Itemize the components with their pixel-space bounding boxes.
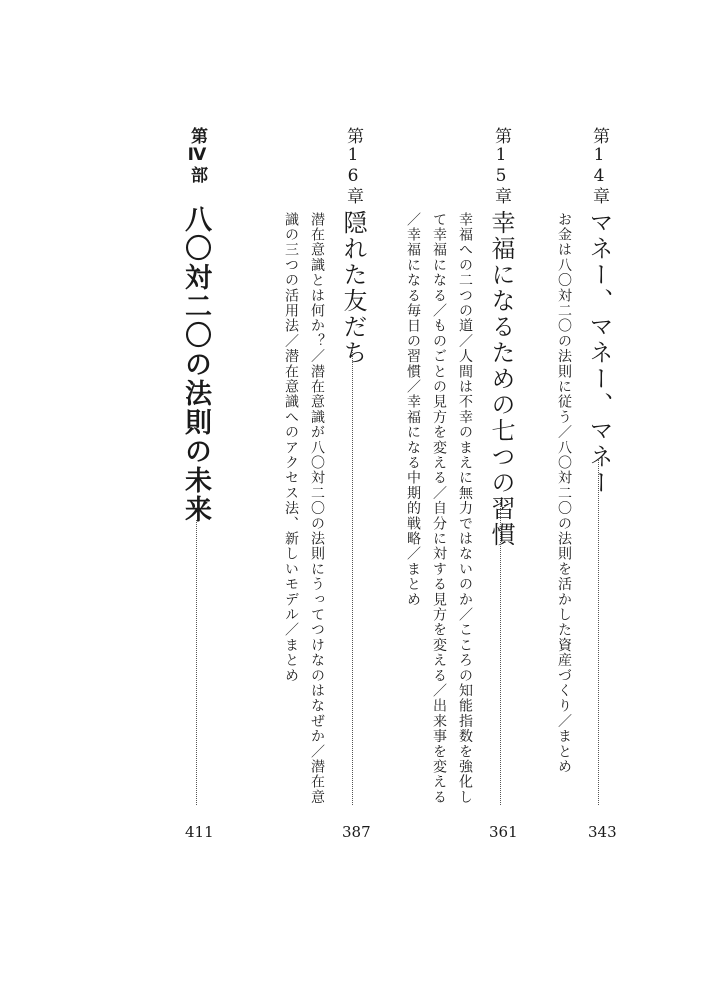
chapter-16-description-line-2: 識の三つの活用法／潜在意識へのアクセス法、新しいモデル／まとめ [283, 212, 299, 684]
chapter-14-description: お金は八〇対二〇の法則に従う／八〇対二〇の法則を活かした資産づくり／まとめ [556, 212, 572, 775]
chapter-14-title: マネー、マネー、マネー [585, 210, 613, 496]
part-4-leader-dots [196, 520, 197, 805]
part-4-title: 八〇対二〇の法則の未来 [180, 205, 211, 524]
chapter-14-leader-dots [598, 460, 599, 805]
chapter-15-title: 幸福になるための七つの習慣 [487, 210, 515, 548]
chapter-16-label: 第16章 [343, 127, 363, 205]
chapter-16-description-line-1: 潜在意識とは何か？／潜在意識が八〇対二〇の法則にうってつけなのはなぜか／潜在意 [309, 212, 325, 805]
chapter-15-page-number: 361 [489, 823, 518, 841]
chapter-15-description-line-3: ／幸福になる毎日の習慣／幸福になる中期的戦略／まとめ [405, 212, 421, 608]
part-4-label: 第Ⅳ部 [187, 127, 207, 184]
chapter-15-leader-dots [500, 500, 501, 805]
chapter-16-title: 隠れた友だち [339, 210, 367, 366]
chapter-14-label: 第14章 [589, 127, 609, 205]
chapter-15-description-line-2: て幸福になる／ものごとの見方を変える／自分に対する見方を変える／出来事を変える [431, 212, 447, 805]
chapter-14-page-number: 343 [588, 823, 617, 841]
chapter-15-description-line-1: 幸福への二つの道／人間は不幸のまえに無力ではないのか／こころの知能指数を強化し [457, 212, 473, 805]
chapter-16-leader-dots [352, 345, 353, 805]
part-4-page-number: 411 [185, 823, 214, 841]
chapter-16-page-number: 387 [342, 823, 371, 841]
chapter-15-label: 第15章 [491, 127, 511, 205]
